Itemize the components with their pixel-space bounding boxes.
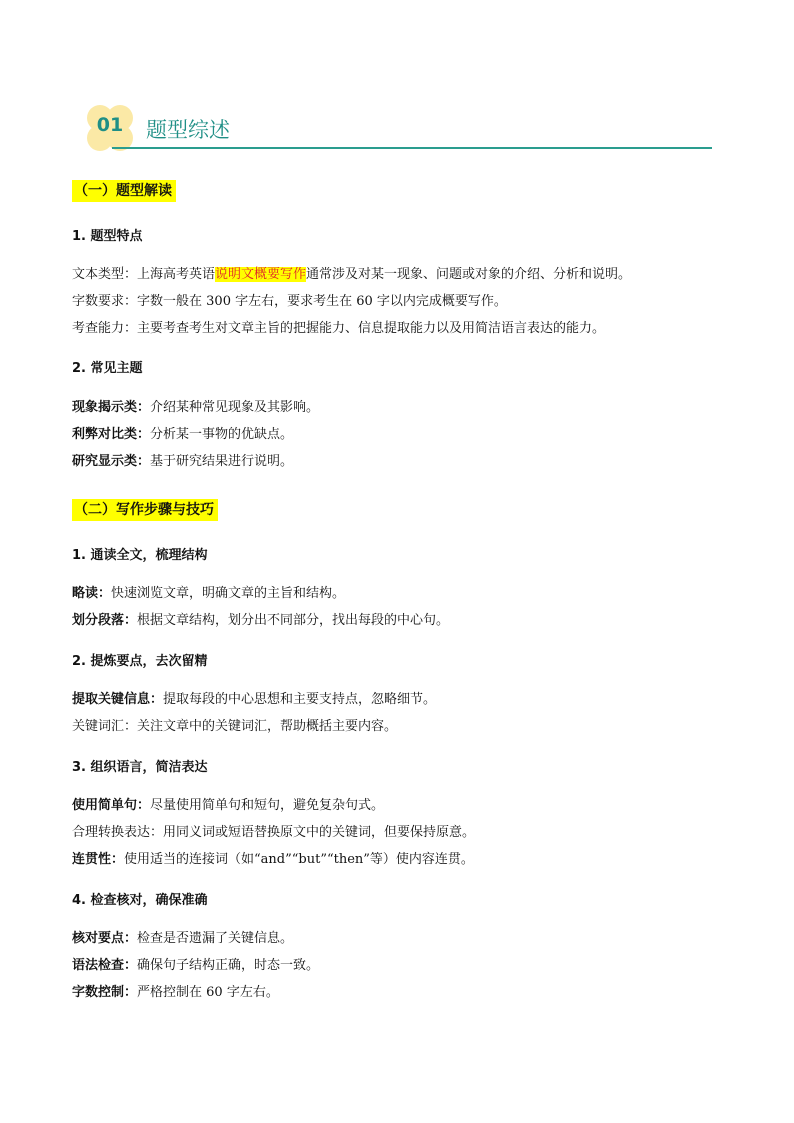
step-line	[72, 582, 345, 601]
step-line	[72, 821, 475, 840]
line-label: 现象揭示类：	[72, 400, 151, 415]
line-text: 尽量使用简单句和短句，避免复杂句式。	[150, 798, 385, 813]
step-line	[72, 794, 384, 813]
line-label: 考查能力：	[72, 321, 138, 336]
line-label: 利弊对比类：	[72, 427, 151, 442]
line-label: 字数控制：	[72, 985, 138, 1000]
line-text-post: 通常涉及对某一现象、问题或对象的介绍、分析和说明。	[306, 267, 632, 282]
line-label: 核对要点：	[72, 931, 138, 946]
ability-line	[72, 317, 605, 336]
text-type-line	[72, 263, 631, 282]
part1-sub2-title: 2. 常见主题	[72, 361, 143, 376]
line-label: 语法检查：	[72, 958, 138, 973]
part2-heading: （二）写作步骤与技巧	[72, 499, 218, 521]
line-text: 使用适当的连接词（如“and”“but”“then”等）使内容连贯。	[124, 852, 474, 867]
line-text: 严格控制在 60 字左右。	[137, 985, 279, 1000]
line-text: 分析某一事物的优缺点。	[150, 427, 294, 442]
step4-title: 4. 检查核对，确保准确	[72, 893, 208, 908]
step-line	[72, 688, 436, 707]
line-label: 提取关键信息：	[72, 692, 164, 707]
line-label: 字数要求：	[72, 294, 138, 309]
section-title: 题型综述	[146, 118, 230, 142]
line-label: 划分段落：	[72, 613, 138, 628]
part1-sub1-title: 1. 题型特点	[72, 229, 143, 244]
line-text: 介绍某种常见现象及其影响。	[150, 400, 320, 415]
line-label: 略读：	[72, 586, 112, 601]
highlighted-term: 说明文概要写作	[215, 267, 307, 282]
step-line	[72, 715, 397, 734]
step2-title: 2. 提炼要点，去次留精	[72, 654, 208, 669]
step-line	[72, 848, 474, 867]
section-divider	[112, 147, 712, 149]
line-text-pre: 上海高考英语	[137, 267, 216, 282]
part1-heading: （一）题型解读	[72, 180, 176, 202]
line-text: 提取每段的中心思想和主要支持点，忽略细节。	[163, 692, 437, 707]
step3-title: 3. 组织语言，简洁表达	[72, 760, 208, 775]
line-text: 用同义词或短语替换原文中的关键词，但要保持原意。	[163, 825, 476, 840]
line-text: 根据文章结构，划分出不同部分，找出每段的中心句。	[137, 613, 450, 628]
line-text: 主要考查考生对文章主旨的把握能力、信息提取能力以及用简洁语言表达的能力。	[137, 321, 606, 336]
topic-line	[72, 423, 293, 442]
line-label: 合理转换表达：	[72, 825, 164, 840]
line-text: 确保句子结构正确，时态一致。	[137, 958, 320, 973]
line-text: 基于研究结果进行说明。	[150, 454, 294, 469]
section-header	[82, 104, 712, 154]
word-count-line	[72, 290, 507, 309]
step-line	[72, 609, 449, 628]
line-label: 连贯性：	[72, 852, 125, 867]
step-line	[72, 981, 279, 1000]
section-number: 01	[96, 114, 124, 136]
topic-line	[72, 396, 319, 415]
line-label: 研究显示类：	[72, 454, 151, 469]
line-label: 使用简单句：	[72, 798, 151, 813]
step-line	[72, 954, 319, 973]
step1-title: 1. 通读全文，梳理结构	[72, 548, 208, 563]
line-text: 字数一般在 300 字左右，要求考生在 60 字以内完成概要写作。	[137, 294, 507, 309]
line-label: 关键词汇：	[72, 719, 138, 734]
step-line	[72, 927, 293, 946]
line-text: 检查是否遗漏了关键信息。	[137, 931, 294, 946]
topic-line	[72, 450, 293, 469]
line-text: 关注文章中的关键词汇，帮助概括主要内容。	[137, 719, 398, 734]
line-label: 文本类型：	[72, 267, 138, 282]
line-text: 快速浏览文章，明确文章的主旨和结构。	[111, 586, 346, 601]
